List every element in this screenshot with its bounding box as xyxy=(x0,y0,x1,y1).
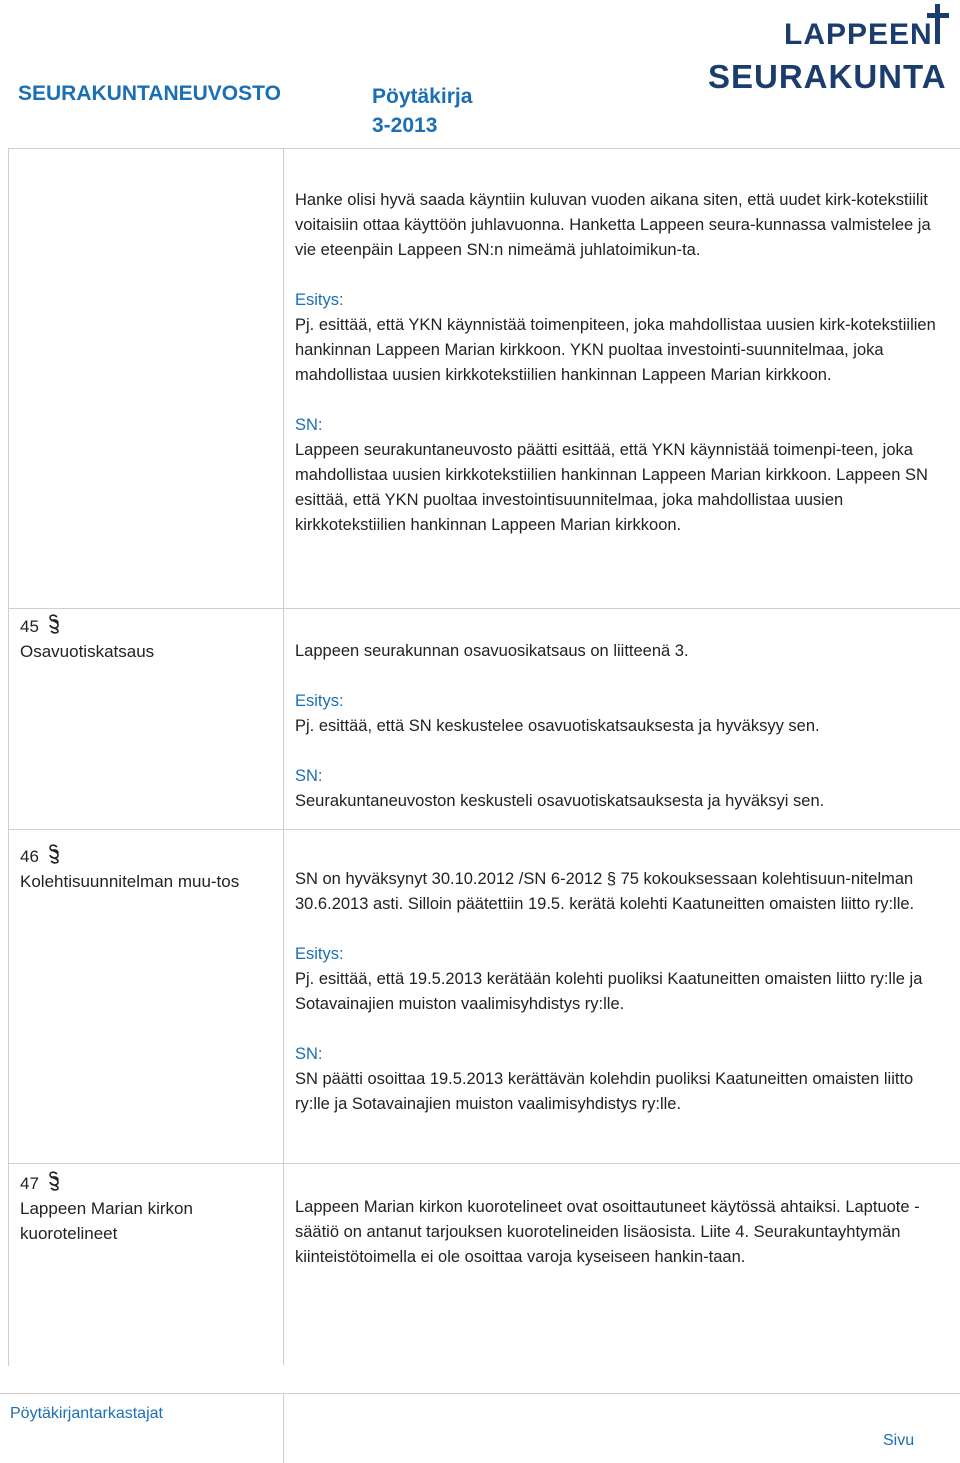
page-label: Sivu xyxy=(883,1432,915,1449)
parish-logo xyxy=(708,4,950,96)
section-45-heading xyxy=(20,614,270,664)
org-title: SEURAKUNTANEUVOSTO xyxy=(18,82,281,105)
decision-label: SN: xyxy=(295,767,323,785)
logo-line1: LAPPEEN xyxy=(784,18,933,51)
intro-paragraph: Hanke olisi hyvä saada käyntiin kuluvan vuoden aikana siten, että uudet kirk-kotekstiilit voitaisiin ottaa käyttöön juhlavuonna. Hanketta Lappeen seura-kunnassa valmistelee ja vie eteenpäin Lappeen SN:n nimeämä juhlatoimikun-ta. xyxy=(295,191,931,259)
doc-type: Pöytäkirja xyxy=(372,85,473,108)
paragraph-sign-icon xyxy=(48,1171,60,1191)
proposal-text: Pj. esittää, että YKN käynnistää toimenpiteen, joka mahdollistaa uusien kirk-kotekstiilien hankinnan Lappeen Marian kirkkoon. YKN puoltaa investointi-suunnitelmaa, joka mahdollistaa uusien kirkkotekstiilien hankinnan Lappeen Marian kirkkoon. xyxy=(295,316,936,384)
paragraph-sign-icon xyxy=(48,614,60,634)
section-title: Lappeen Marian kirkon kuorotelineet xyxy=(20,1199,193,1243)
section-paragraph: Lappeen seurakunnan osavuosikatsaus on liitteenä 3. xyxy=(295,642,689,660)
section-46-content xyxy=(295,867,940,1117)
section-45-content xyxy=(295,639,940,814)
footer-rule xyxy=(0,1393,960,1394)
doc-info xyxy=(372,82,472,140)
logo-line2: SEURAKUNTA xyxy=(708,58,947,95)
cross-icon xyxy=(926,4,950,44)
section-paragraph: SN on hyväksynyt 30.10.2012 /SN 6-2012 § 75 kokouksessaan kolehtisuun-nitelman 30.6.2013 asti. Silloin päätettiin 19.5. kerätä kolehti Kaatuneitten omaisten liitto ry:lle. xyxy=(295,870,915,913)
proposal-label: Esitys: xyxy=(295,945,344,963)
decision-label: SN: xyxy=(295,416,323,434)
row-divider xyxy=(8,608,960,609)
doc-number: 3-2013 xyxy=(372,114,438,137)
decision-text: Lappeen seurakuntaneuvosto päätti esittää, että YKN käynnistää toimenpi-teen, joka mahdollistaa uusien kirkkotekstiilien hankinnan Lappeen Marian kirkkoon. Lappeen SN esittää, että YKN puoltaa investointisuunnitelmaa, joka mahdollistaa uusien kirkkotekstiilien hankinnan Lappeen Marian kirkkoon. xyxy=(295,441,928,534)
section-46-heading xyxy=(20,844,270,894)
proposal-text: Pj. esittää, että SN keskustelee osavuotiskatsauksesta ja hyväksyy sen. xyxy=(295,717,820,735)
row-divider xyxy=(8,1163,960,1164)
footer-divider xyxy=(283,1393,284,1463)
section-title: Kolehtisuunnitelman muu-tos xyxy=(20,872,240,891)
section-number: 46 xyxy=(20,847,39,866)
section-paragraph: Lappeen Marian kirkon kuorotelineet ovat osoittautuneet käytössä ahtaiksi. Laptuote -säätiö on antanut tarjouksen kuorotelineiden lisäosista. Liite 4. Seurakuntayhtymän kiinteistötoimella ei ole osoittaa varoja kyseiseen hankin-taan. xyxy=(295,1198,920,1266)
proposal-label: Esitys: xyxy=(295,692,344,710)
proposal-text: Pj. esittää, että 19.5.2013 kerätään kolehti puoliksi Kaatuneitten omaisten liitto ry:lle ja Sotavainajien muiston vaalimisyhdistys ry:lle. xyxy=(295,970,923,1013)
decision-label: SN: xyxy=(295,1045,323,1063)
paragraph-sign-icon xyxy=(48,844,60,864)
reviewers-label: Pöytäkirjantarkastajat xyxy=(10,1405,163,1422)
intro-content xyxy=(295,188,940,538)
section-number: 45 xyxy=(20,617,39,636)
section-title: Osavuotiskatsaus xyxy=(20,642,155,661)
column-divider xyxy=(283,148,284,1365)
decision-text: Seurakuntaneuvoston keskusteli osavuotiskatsauksesta ja hyväksyi sen. xyxy=(295,792,825,810)
decision-text: SN päätti osoittaa 19.5.2013 kerättävän kolehdin puoliksi Kaatuneitten omaisten liitto ry:lle ja Sotavainajien muiston vaalimisyhdistys ry:lle. xyxy=(295,1070,914,1113)
proposal-label: Esitys: xyxy=(295,291,344,309)
section-47-heading xyxy=(20,1171,270,1246)
row-divider xyxy=(8,829,960,830)
section-47-content xyxy=(295,1195,940,1270)
section-number: 47 xyxy=(20,1174,39,1193)
